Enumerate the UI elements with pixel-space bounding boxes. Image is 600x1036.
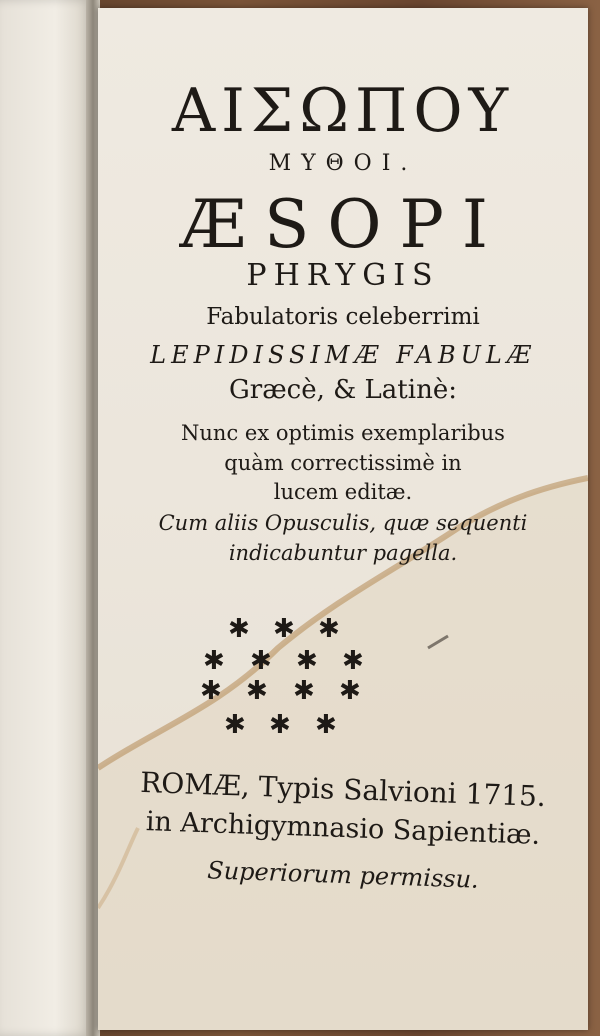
- phrygis-line: PHRYGIS: [246, 258, 440, 293]
- nunc-line: Nunc ex optimis exemplaribus: [181, 421, 505, 445]
- latin-title: ÆSOPI: [180, 186, 506, 263]
- star-icon: ✱: [269, 710, 291, 740]
- star-icon: ✱: [200, 676, 222, 706]
- indicabuntur-line: indicabuntur pagella.: [228, 541, 458, 565]
- greek-subtitle: ΜΥΘΟΙ.: [268, 151, 418, 176]
- imprint-place-line: ROMÆ, Typis Salvioni 1715.: [139, 765, 547, 814]
- star-ornament: [198, 614, 378, 744]
- cum-aliis-line: Cum aliis Opusculis, quæ sequenti: [158, 511, 528, 535]
- star-icon: ✱: [342, 646, 364, 676]
- star-icon: ✱: [315, 710, 337, 740]
- fabulatoris-line: Fabulatoris celeberrimi: [206, 304, 480, 330]
- star-icon: ✱: [273, 614, 295, 644]
- imprint-archigymnasio-line: in Archigymnasio Sapientiæ.: [145, 806, 541, 851]
- graece-latine-line: Græcè, & Latinè:: [229, 375, 457, 405]
- quam-line: quàm correctissimè in: [224, 451, 462, 475]
- lucem-line: lucem editæ.: [273, 480, 413, 504]
- star-icon: ✱: [296, 646, 318, 676]
- left-facing-page: [0, 0, 92, 1036]
- star-icon: ✱: [228, 614, 250, 644]
- title-page: [98, 8, 588, 1030]
- imprint-permission-line: Superiorum permissu.: [206, 856, 480, 894]
- greek-title: ΑΙΣΩΠΟΥ: [171, 76, 515, 146]
- star-icon: ✱: [250, 646, 272, 676]
- star-icon: ✱: [246, 676, 268, 706]
- star-icon: ✱: [203, 646, 225, 676]
- star-icon: ✱: [293, 676, 315, 706]
- star-icon: ✱: [224, 710, 246, 740]
- lepidissimae-line: LEPIDISSIMÆ FABULÆ: [150, 341, 536, 369]
- star-icon: ✱: [318, 614, 340, 644]
- star-icon: ✱: [339, 676, 361, 706]
